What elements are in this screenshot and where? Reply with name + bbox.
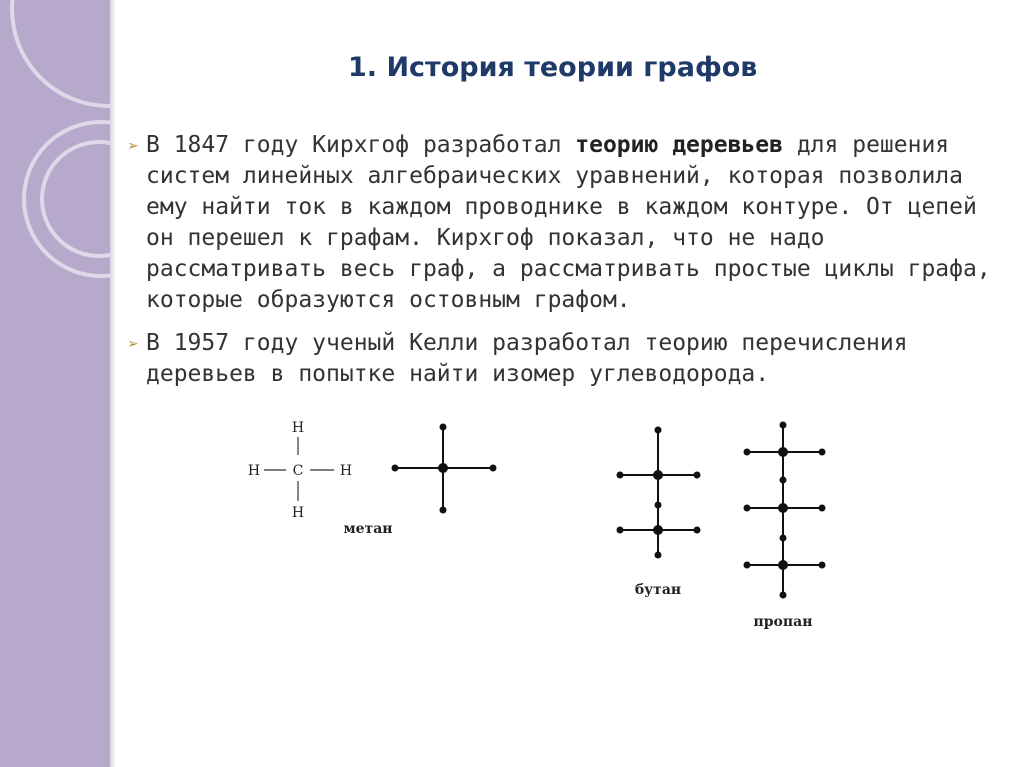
graph-vertex [744,505,751,512]
methane-graph [392,424,497,514]
paragraph-text-after: для решения систем линейных алгебраических уравнений, которая позволила ему найти ток в каждом проводнике в каждом контуре. От цепей он перешел к графам. Кирхгоф показал, что не надо рассматривать весь граф, а рассматривать простые циклы графа, которые образуются остовным графом. [146,132,991,313]
graph-vertex [392,465,399,472]
graph-vertex [617,472,624,479]
methane-atom-c: C [292,463,304,479]
methane-figure [240,415,510,545]
methane-atom-h-top: H [291,420,305,436]
methane-atom-h-left: H [247,463,261,479]
butane-figure [610,430,720,610]
decorative-sidebar [0,0,110,767]
slide-title: 1. История теории графов [348,52,758,83]
graph-vertex [655,502,662,509]
butane-graph [617,427,701,559]
paragraph-cayley [128,328,1008,390]
methane-label: метан [343,521,393,537]
graph-vertex [819,505,826,512]
graph-vertex [490,465,497,472]
decorative-ring [10,0,110,108]
graph-vertex [655,427,662,434]
paragraph-text: В 1957 году ученый Келли разработал теорию перечисления деревьев в попытке найти изомер углеводорода. [146,330,908,387]
graph-vertex [778,503,788,513]
paragraph-kirchhoff [128,130,1008,316]
graph-vertex [780,477,787,484]
graph-vertex [653,470,663,480]
propane-label: пропан [753,614,813,630]
graph-vertex [819,449,826,456]
graph-vertex [440,424,447,431]
graph-vertex [694,527,701,534]
paragraph-text-before: В 1847 году Кирхгоф разработал [146,132,576,158]
graph-vertex [440,507,447,514]
graph-vertex [655,552,662,559]
butane-label: бутан [634,582,682,598]
graph-vertex [778,447,788,457]
propane-graph [744,422,826,599]
graph-vertex [780,535,787,542]
graph-vertex [780,422,787,429]
methane-atom-h-right: H [339,463,353,479]
graph-vertex [617,527,624,534]
graph-vertex [653,525,663,535]
propane-figure [735,420,845,635]
graph-vertex [744,449,751,456]
methane-atom-h-bottom: H [291,505,305,521]
sidebar-edge [110,0,116,767]
arrow-bullet-icon: ➢ [128,136,139,157]
graph-vertex [744,562,751,569]
paragraph-bold-term: теорию деревьев [575,132,783,158]
arrow-bullet-icon: ➢ [128,334,139,355]
graph-vertex [438,463,448,473]
graph-vertex [819,562,826,569]
slide-content [128,130,1008,402]
graph-vertex [780,592,787,599]
graph-vertex [778,560,788,570]
graph-vertex [694,472,701,479]
